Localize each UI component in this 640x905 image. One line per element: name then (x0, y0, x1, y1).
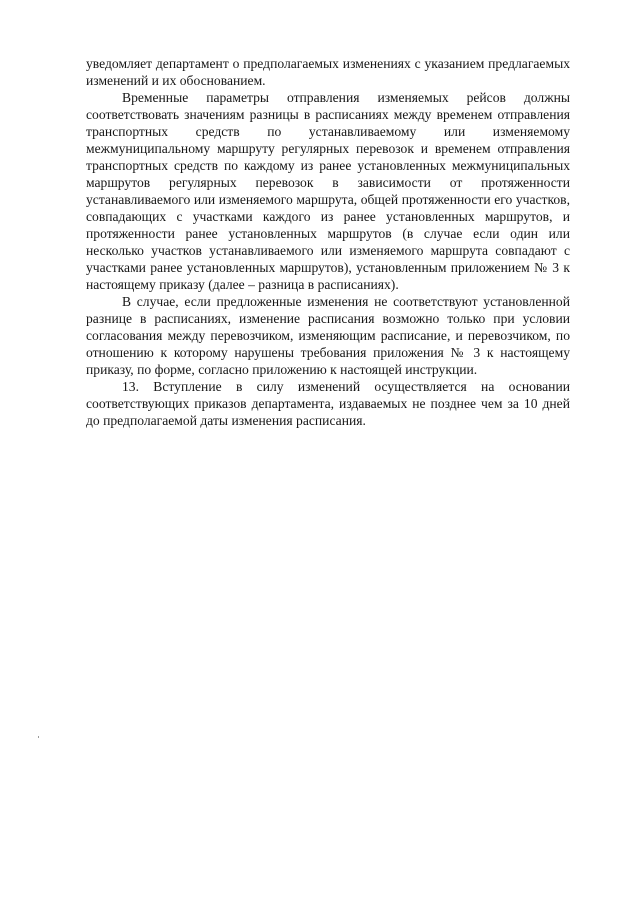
paragraph-mismatch-case: В случае, если предложенные изменения не соответствуют установленной разнице в расписаниях, изменение расписания возможно только при условии согласования между перевозчиком, изменяющим расписание, и перевозчиком, по отношению к которому нарушены требования приложения № 3 к настоящему приказу, по форме, согласно приложению к настоящей инструкции. (86, 294, 570, 377)
scan-speck (38, 736, 39, 738)
paragraph-item-13: 13. Вступление в силу изменений осуществляется на основании соответствующих приказов департамента, издаваемых не позднее чем за 10 дней до предполагаемой даты изменения расписания. (86, 379, 570, 428)
paragraph-continuation: уведомляет департамент о предполагаемых изменениях с указанием предлагаемых изменений и их обоснованием. (86, 56, 570, 88)
paragraph-time-parameters: Временные параметры отправления изменяемых рейсов должны соответствовать значениям разницы в расписаниях между временем отправления транспортных средств по устанавливаемому или изменяемому межмуниципальному маршруту регулярных перевозок и временем отправления транспортных средств по каждому из ранее установленных межмуниципальных маршрутов регулярных перевозок в зависимости от протяженности устанавливаемого или изменяемого маршрута, общей протяженности его участков, совпадающих с участками каждого из ранее установленных маршрутов, и протяженности ранее установленных маршрутов (в случае если один или несколько участков устанавливаемого или изменяемого маршрута совпадают с участками ранее установленных маршрутов), установленным приложением № 3 к настоящему приказу (далее – разница в расписаниях). (86, 90, 570, 292)
document-body (86, 55, 570, 429)
